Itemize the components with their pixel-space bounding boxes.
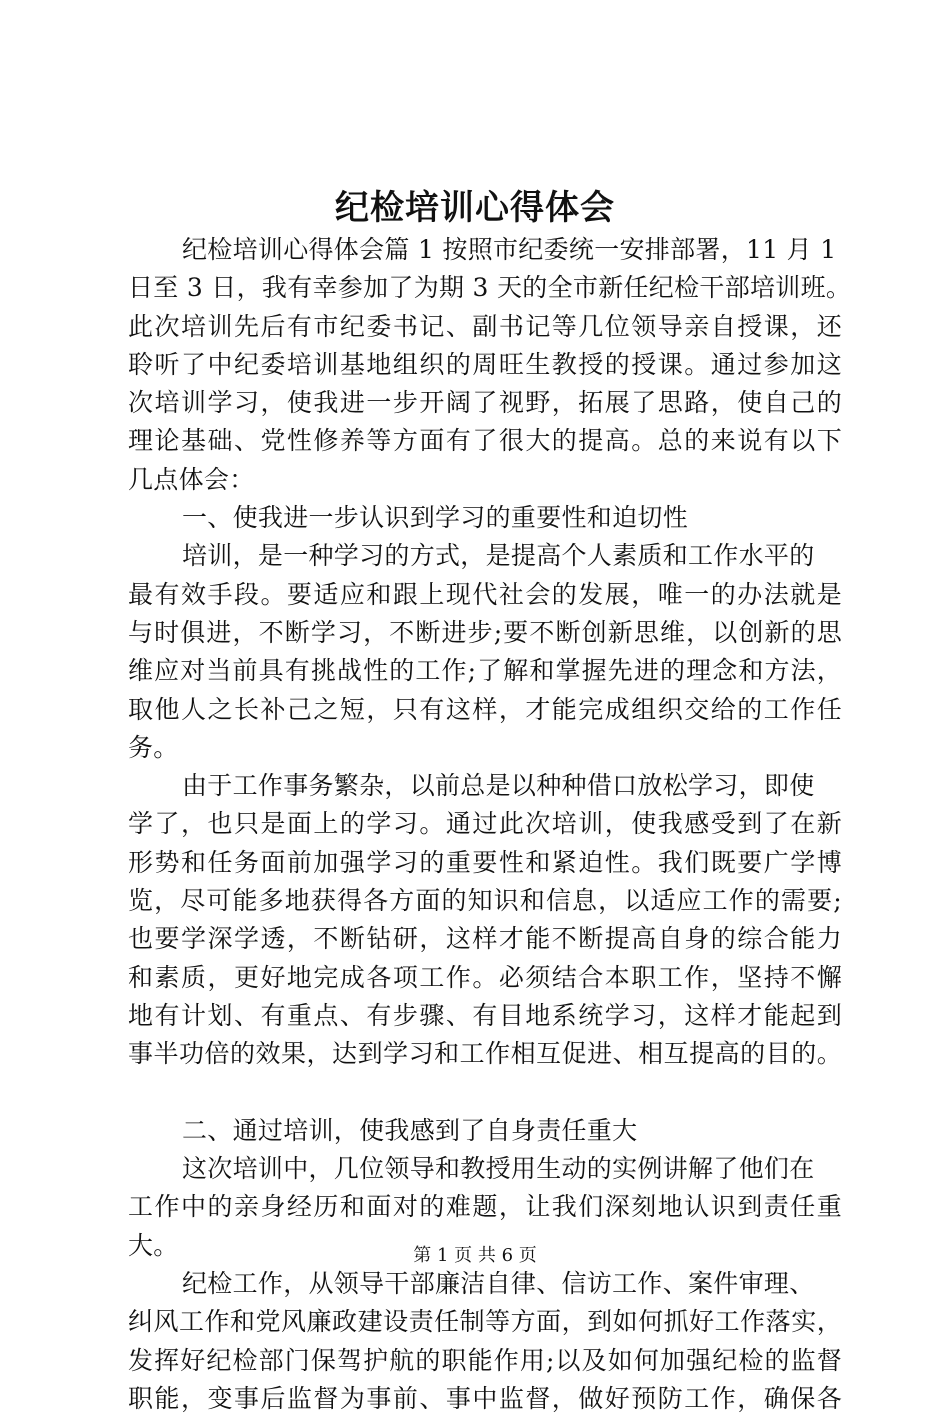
paragraph-line: 也要学深学透，不断钻研，这样才能不断提高自身的综合能力 <box>128 924 842 954</box>
paragraph-line: 和素质，更好地完成各项工作。必须结合本职工作，坚持不懈 <box>128 962 842 992</box>
paragraph-line: 纪检工作，从领导干部廉洁自律、信访工作、案件审理、 <box>182 1269 815 1299</box>
paragraph-line: 取他人之长补己之短，只有这样，才能完成组织交给的工作任 <box>128 694 842 724</box>
paragraph-line: 日至 3 日，我有幸参加了为期 3 天的全市新任纪检干部培训班。 <box>128 273 852 303</box>
document-title: 纪检培训心得体会 <box>335 188 615 228</box>
paragraph-line: 聆听了中纪委培训基地组织的周旺生教授的授课。通过参加这 <box>128 349 842 379</box>
paragraph-line: 最有效手段。要适应和跟上现代社会的发展，唯一的办法就是 <box>128 579 842 609</box>
paragraph-line: 发挥好纪检部门保驾护航的职能作用;以及如何加强纪检的监督 <box>128 1345 842 1375</box>
paragraph-line: 职能，变事后监督为事前、事中监督，做好预防工作，确保各 <box>128 1383 842 1413</box>
paragraph-line: 学了，也只是面上的学习。通过此次培训，使我感受到了在新 <box>128 809 842 839</box>
paragraph-line: 工作中的亲身经历和面对的难题，让我们深刻地认识到责任重 <box>128 1192 842 1222</box>
paragraph-line: 几点体会： <box>128 464 255 494</box>
paragraph-line: 与时俱进，不断学习，不断进步;要不断创新思维，以创新的思 <box>128 617 842 647</box>
paragraph-line: 培训，是一种学习的方式，是提高个人素质和工作水平的 <box>182 541 815 571</box>
document-body <box>128 231 852 1418</box>
paragraph-line: 事半功倍的效果，达到学习和工作相互促进、相互提高的目的。 <box>128 1039 842 1069</box>
paragraph-line: 览，尽可能多地获得各方面的知识和信息，以适应工作的需要; <box>128 886 842 916</box>
paragraph-line: 理论基础、党性修养等方面有了很大的提高。总的来说有以下 <box>128 426 842 456</box>
paragraph-line: 务。 <box>128 732 179 762</box>
paragraph-line: 由于工作事务繁杂，以前总是以种种借口放松学习，即使 <box>182 771 815 801</box>
page-footer: 第 1 页 共 6 页 <box>413 1245 537 1266</box>
paragraph-line: 纪检培训心得体会篇 1 按照市纪委统一安排部署，11 月 1 <box>182 235 837 264</box>
paragraph-line: 地有计划、有重点、有步骤、有目地系统学习，这样才能起到 <box>128 1000 842 1030</box>
paragraph-line: 维应对当前具有挑战性的工作;了解和掌握先进的理念和方法， <box>128 656 842 686</box>
paragraph-line: 形势和任务面前加强学习的重要性和紧迫性。我们既要广学博 <box>128 847 842 877</box>
paragraph-line: 次培训学习，使我进一步开阔了视野，拓展了思路，使自己的 <box>128 388 842 418</box>
blank-line <box>128 1074 842 1112</box>
paragraph-line: 纠风工作和党风廉政建设责任制等方面，到如何抓好工作落实， <box>128 1307 842 1337</box>
section-heading: 一、使我进一步认识到学习的重要性和迫切性 <box>182 503 689 533</box>
paragraph-line: 此次培训先后有市纪委书记、副书记等几位领导亲自授课，还 <box>128 311 842 341</box>
section-heading: 二、通过培训，使我感到了自身责任重大 <box>182 1115 638 1145</box>
paragraph-line: 这次培训中，几位领导和教授用生动的实例讲解了他们在 <box>182 1154 815 1184</box>
paragraph-line: 大。 <box>128 1230 179 1260</box>
